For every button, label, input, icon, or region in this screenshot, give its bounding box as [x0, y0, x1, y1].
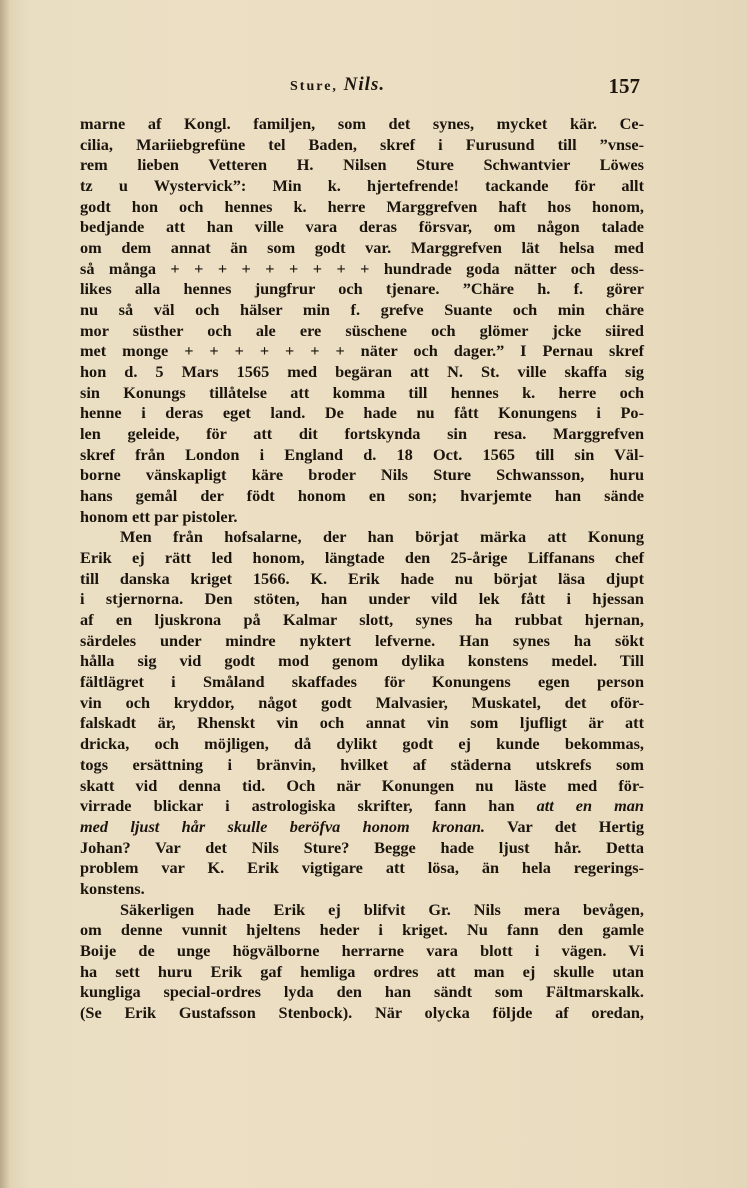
text-line — [80, 383, 644, 404]
line-text: Erik ej rätt led honom, längtade den 25-årige Liffanans chef — [80, 548, 644, 568]
line-text: likes alla hennes jungfrur och tjenare. ”Chäre h. f. görer — [80, 279, 644, 299]
text-line — [80, 507, 644, 528]
line-text: om dem annat än som godt var. Marggrefven lät helsa med — [80, 238, 644, 258]
line-text: skatt vid denna tid. Och när Konungen nu läste med för- — [80, 775, 644, 795]
line-text: mor süsther och ale ere süschene och glömer jcke siired — [80, 320, 644, 340]
line-text: Men från hofsalarne, der han börjat märka att Konung — [120, 527, 644, 547]
text-line — [80, 445, 644, 466]
text-line — [80, 300, 644, 321]
line-text: till danska kriget 1566. K. Erik hade nu börjat läsa djupt — [80, 568, 644, 588]
line-text: af en ljuskrona på Kalmar slott, synes ha rubbat hjernan, — [80, 610, 644, 630]
text-line — [80, 941, 644, 962]
text-line — [80, 1003, 644, 1024]
line-text: nu så väl och hälser min f. grefve Suante och min chäre — [80, 300, 644, 320]
text-line — [80, 672, 644, 693]
text-line — [80, 548, 644, 569]
line-text: godt hon och hennes k. herre Marggrefven haft hos honom, — [80, 196, 644, 216]
line-text: Johan? Var det Nils Sture? Begge hade ljust hår. Detta — [80, 837, 644, 857]
text-line — [80, 527, 644, 548]
line-text: problem var K. Erik vigtigare att lösa, än hela regerings- — [80, 858, 644, 878]
text-line — [80, 900, 644, 921]
line-text: honom ett par pistoler. — [80, 506, 238, 526]
body-text — [80, 114, 644, 1024]
line-text: om denne vunnit hjeltens heder i kriget. Nu fann den gamle — [80, 920, 644, 940]
text-line — [80, 776, 644, 797]
text-line — [80, 114, 644, 135]
text-line — [80, 465, 644, 486]
line-text: rem lieben Vetteren H. Nilsen Sture Schwantvier Löwes — [80, 155, 644, 175]
text-line — [80, 155, 644, 176]
text-line — [80, 176, 644, 197]
text-line — [80, 569, 644, 590]
text-line — [80, 362, 644, 383]
text-line — [80, 486, 644, 507]
text-line — [80, 962, 644, 983]
line-text: fältlägret i Småland skaffades för Konungens egen person — [80, 672, 644, 692]
text-line — [80, 858, 644, 879]
text-line — [80, 424, 644, 445]
italic-phrase: att en man — [536, 796, 644, 816]
line-text: Boije de unge högvälborne herrarne vara blott i vägen. Vi — [80, 940, 644, 960]
text-line — [80, 879, 644, 900]
text-line — [80, 817, 644, 838]
line-text: konstens. — [80, 878, 145, 898]
text-line — [80, 279, 644, 300]
text-line — [80, 693, 644, 714]
text-line — [80, 197, 644, 218]
running-head-forename: Nils. — [343, 74, 386, 95]
text-line — [80, 734, 644, 755]
text-line — [80, 341, 644, 362]
line-text: met monge + + + + + + + näter och dager.” I Pernau skref — [80, 341, 644, 361]
line-text: marne af Kongl. familjen, som det synes, mycket kär. Ce- — [80, 114, 644, 133]
text-line — [80, 403, 644, 424]
text-line — [80, 651, 644, 672]
line-text: tz u Wystervick”: Min k. hjertefrende! tackande för allt — [80, 176, 644, 196]
text-line — [80, 982, 644, 1003]
line-text: så många + + + + + + + + + hundrade goda nätter och dess- — [80, 258, 644, 278]
line-text: särdeles under mindre nyktert lefverne. Han synes ha sökt — [80, 630, 644, 650]
line-text: cilia, Mariiebgrefüne tel Baden, skref i Furusund till ”vnse- — [80, 134, 644, 154]
text-line — [80, 217, 644, 238]
line-text: skref från London i England d. 18 Oct. 1565 till sin Väl- — [80, 444, 644, 464]
text-line — [80, 238, 644, 259]
line-text: vin och kryddor, något godt Malvasier, Muskatel, det oför- — [80, 692, 644, 712]
text-line — [80, 713, 644, 734]
text-line — [80, 920, 644, 941]
italic-phrase: med ljust hår skulle beröfva honom kronan. — [80, 816, 486, 836]
line-text: falskadt är, Rhenskt vin och annat vin som ljufligt är att — [80, 713, 644, 733]
text-line — [80, 589, 644, 610]
line-text: Säkerligen hade Erik ej blifvit Gr. Nils mera bevågen, — [120, 899, 644, 919]
line-text: ha sett huru Erik gaf hemliga ordres att man ej skulle utan — [80, 961, 644, 981]
text-line — [80, 259, 644, 280]
text-line — [80, 135, 644, 156]
running-head-title — [290, 74, 385, 96]
running-head-name: Sture, — [290, 79, 338, 94]
line-text: hålla sig vid godt mod genom dylika konstens medel. Till — [80, 651, 644, 671]
text-line — [80, 755, 644, 776]
line-text: dricka, och möjligen, då dylikt godt ej kunde bekommas, — [80, 734, 644, 754]
line-text: sin Konungs tillåtelse att komma till hennes k. herre och — [80, 382, 644, 402]
binding-shadow — [0, 0, 10, 1188]
text-line — [80, 796, 644, 817]
line-text: virrade blickar i astrologiska skrifter, fann han — [80, 796, 515, 816]
text-line — [80, 838, 644, 859]
line-text: henne i deras eget land. De hade nu fått Konungens i Po- — [80, 403, 644, 423]
text-line — [80, 631, 644, 652]
line-text: Var det Hertig — [507, 816, 644, 836]
line-text: kungliga special-ordres lyda den han sändt som Fältmarskalk. — [80, 982, 644, 1002]
line-text: len geleide, för att dit fortskynda sin resa. Marggrefven — [80, 424, 644, 444]
page-number: 157 — [608, 74, 640, 98]
text-line — [80, 610, 644, 631]
text-line — [80, 321, 644, 342]
running-head — [80, 74, 640, 104]
line-text: hans gemål der födt honom en son; hvarjemte han sände — [80, 486, 644, 506]
line-text: (Se Erik Gustafsson Stenbock). När olycka följde af oredan, — [80, 1002, 644, 1022]
line-text: bedjande att han ville vara deras försvar, om någon talade — [80, 217, 644, 237]
line-text: borne vänskapligt käre broder Nils Sture Schwansson, huru — [80, 465, 644, 485]
line-text: hon d. 5 Mars 1565 med begäran att N. St. ville skaffa sig — [80, 362, 644, 382]
line-text: togs ersättning i bränvin, hvilket af städerna utskrefs som — [80, 754, 644, 774]
line-text: i stjernorna. Den stöten, han under vild lek fått i hjessan — [80, 589, 644, 609]
